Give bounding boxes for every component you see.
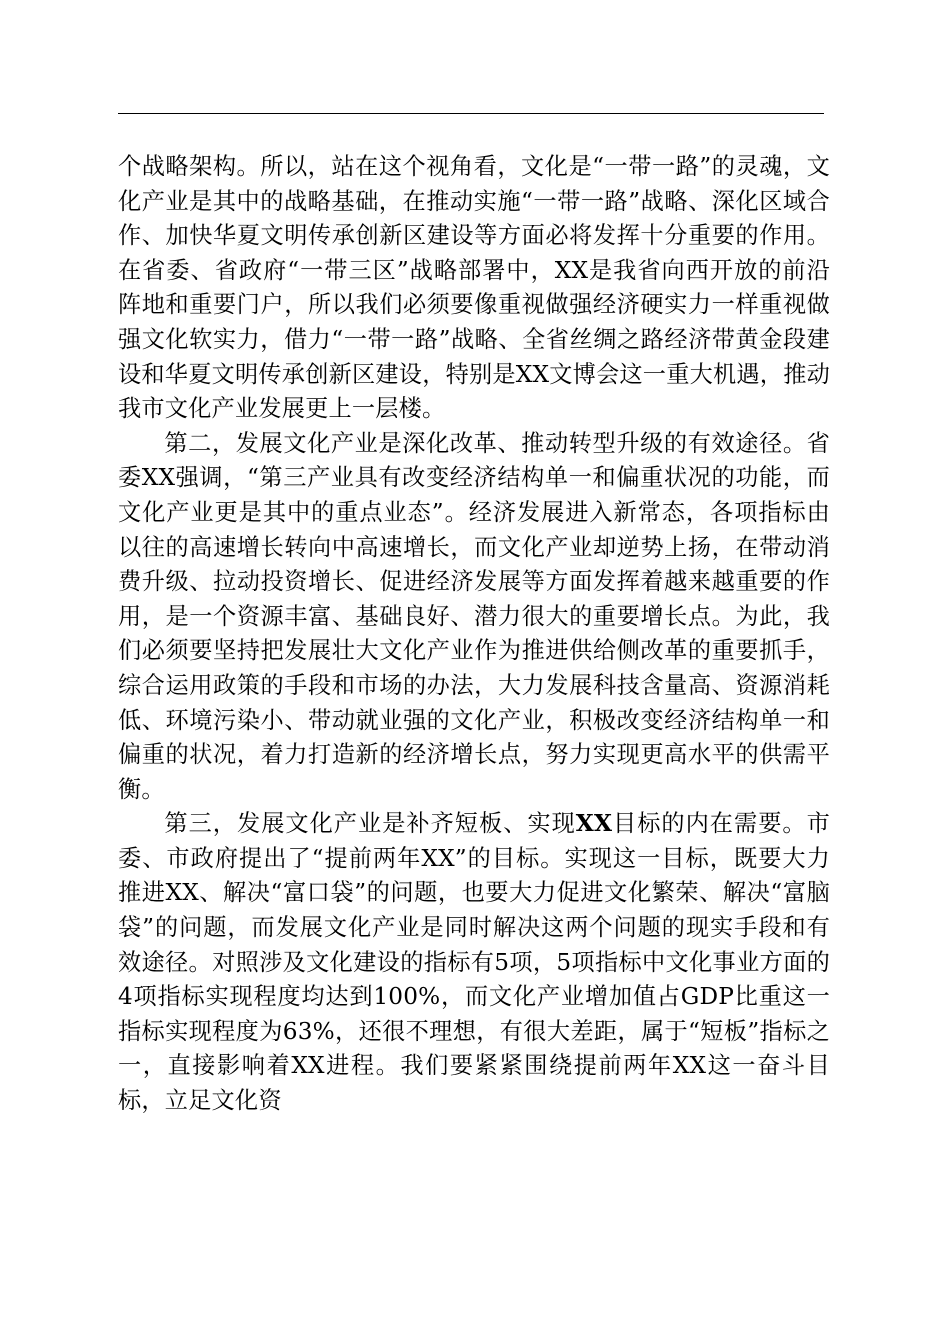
paragraph-2-text: 第二，发展文化产业是深化改革、推动转型升级的有效途径。省委XX强调，“第三产业具有改变经济结构单一和偏重状况的功能，而文化产业更是其中的重点业态”。经济发展进入新常态，各项指标由以往的高速增长转向中高速增长，而文化产业却逆势上扬，在带动消费升级、拉动投资增长、促进经济发展等方面发挥着越来越重要的作用，是一个资源丰富、基础良好、潜力很大的重要增长点。为此，我们必须要坚持把发展壮大文化产业作为推进供给侧改革的重要抓手，综合运用政策的手段和市场的办法，大力发展科技含量高、资源消耗低、环境污染小、带动就业强的文化产业，积极改变经济结构单一和偏重的状况，着力打造新的经济增长点，努力实现更高水平的供需平衡。: [118, 429, 830, 803]
paragraph-3: [118, 807, 830, 1118]
paragraph-1: [118, 150, 830, 427]
paragraph-1-text: 个战略架构。所以，站在这个视角看，文化是“一带一路”的灵魂，文化产业是其中的战略基础，在推动实施“一带一路”战略、深化区域合作、加快华夏文明传承创新区建设等方面必将发挥十分重要的作用。在省委、省政府“一带三区”战略部署中，XX是我省向西开放的前沿阵地和重要门户，所以我们必须要像重视做强经济硬实力一样重视做强文化软实力，借力“一带一路”战略、全省丝绸之路经济带黄金段建设和华夏文明传承创新区建设，特别是XX文博会这一重大机遇，推动我市文化产业发展更上一层楼。: [118, 153, 830, 423]
paragraph-3-text-a: 第三，发展文化产业是补齐短板、实现: [164, 810, 576, 838]
paragraph-2: [118, 427, 830, 808]
document-body: [118, 150, 830, 1119]
header-rule: [118, 113, 824, 114]
paragraph-3-text-b: 目标的内在需要。市委、市政府提出了“提前两年XX”的目标。实现这一目标，既要大力推进XX、解决“富口袋”的问题，也要大力促进文化繁荣、解决“富脑袋”的问题，而发展文化产业是同时解决这两个问题的现实手段和有效途径。对照涉及文化建设的指标有5项，5项指标中文化事业方面的4项指标实现程度均达到100%，而文化产业增加值占GDP比重这一指标实现程度为63%，还很不理想，有很大差距，属于“短板”指标之一，直接影响着XX进程。我们要紧紧围绕提前两年XX这一奋斗目标，立足文化资: [118, 810, 830, 1115]
paragraph-3-bold-xx: XX: [575, 810, 613, 838]
